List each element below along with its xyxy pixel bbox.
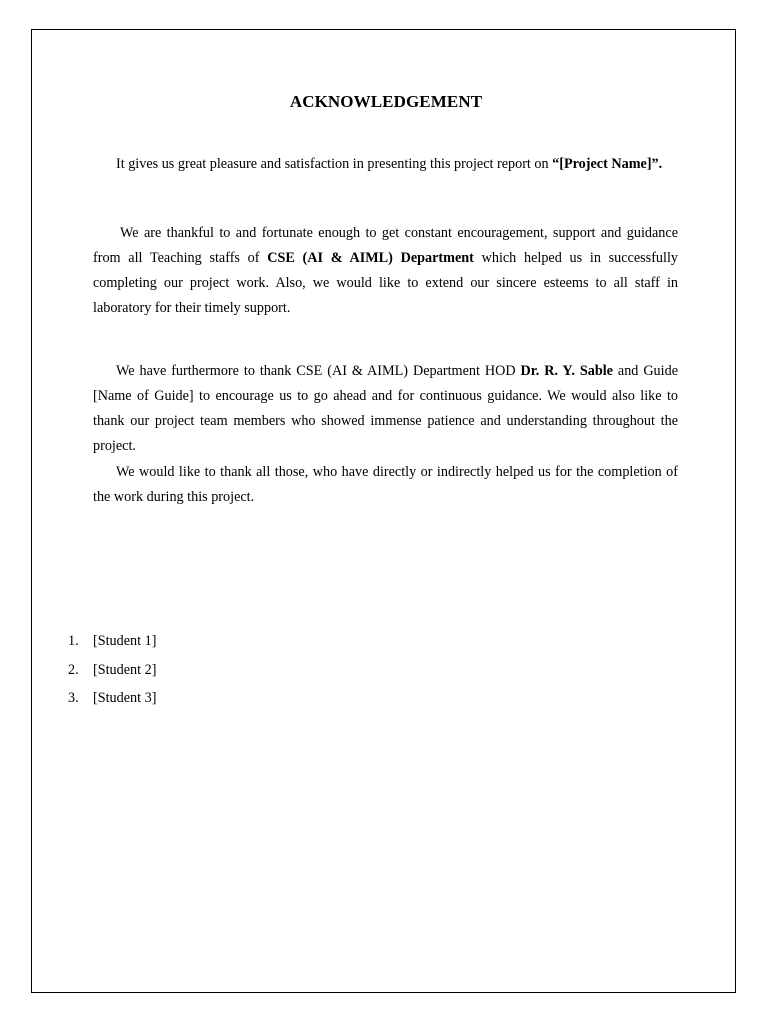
paragraph-thanks-staff-text-after: which helped us in successfully completing our project work. Also, we would like to extend our sincere esteems to all staff in laboratory for their timely support. [93, 250, 678, 316]
paragraph-thanks-all [93, 460, 678, 510]
student-name: [Student 1] [93, 633, 157, 649]
project-name: “[Project Name]”. [552, 156, 663, 172]
list-item-number: 3. [68, 690, 79, 706]
paragraph-thanks-hod-text-before: We have furthermore to thank CSE (AI & AIML) Department HOD [116, 363, 521, 379]
list-item [68, 686, 156, 715]
paragraph-intro-text: It gives us great pleasure and satisfaction in presenting this project report on [116, 156, 553, 172]
list-item-number: 1. [68, 633, 79, 649]
paragraph-thanks-staff [93, 221, 678, 321]
student-name: [Student 3] [93, 690, 157, 706]
paragraph-thanks-hod-text-after: and Guide [Name of Guide] to encourage us to go ahead and for continuous guidance. We would also like to thank our project team members who showed immense patience and understanding throughout the project. [93, 363, 678, 454]
paragraph-intro [93, 152, 678, 177]
hod-name: Dr. R. Y. Sable [520, 363, 613, 379]
student-list [68, 629, 156, 715]
list-item [68, 658, 156, 687]
list-item-number: 2. [68, 661, 79, 678]
list-item [68, 629, 156, 658]
paragraph-thanks-staff-text-before: We are thankful to and fortunate enough to get constant encouragement, support and guidance from all Teaching staffs of [93, 225, 678, 266]
paragraph-thanks-all-text: We would like to thank all those, who have directly or indirectly helped us for the completion of the work during this project. [93, 464, 678, 505]
paragraph-thanks-hod [93, 359, 678, 459]
department-name: CSE (AI & AIML) Department [267, 250, 474, 266]
student-name: [Student 2] [93, 661, 157, 678]
page-title: ACKNOWLEDGEMENT [289, 92, 483, 111]
